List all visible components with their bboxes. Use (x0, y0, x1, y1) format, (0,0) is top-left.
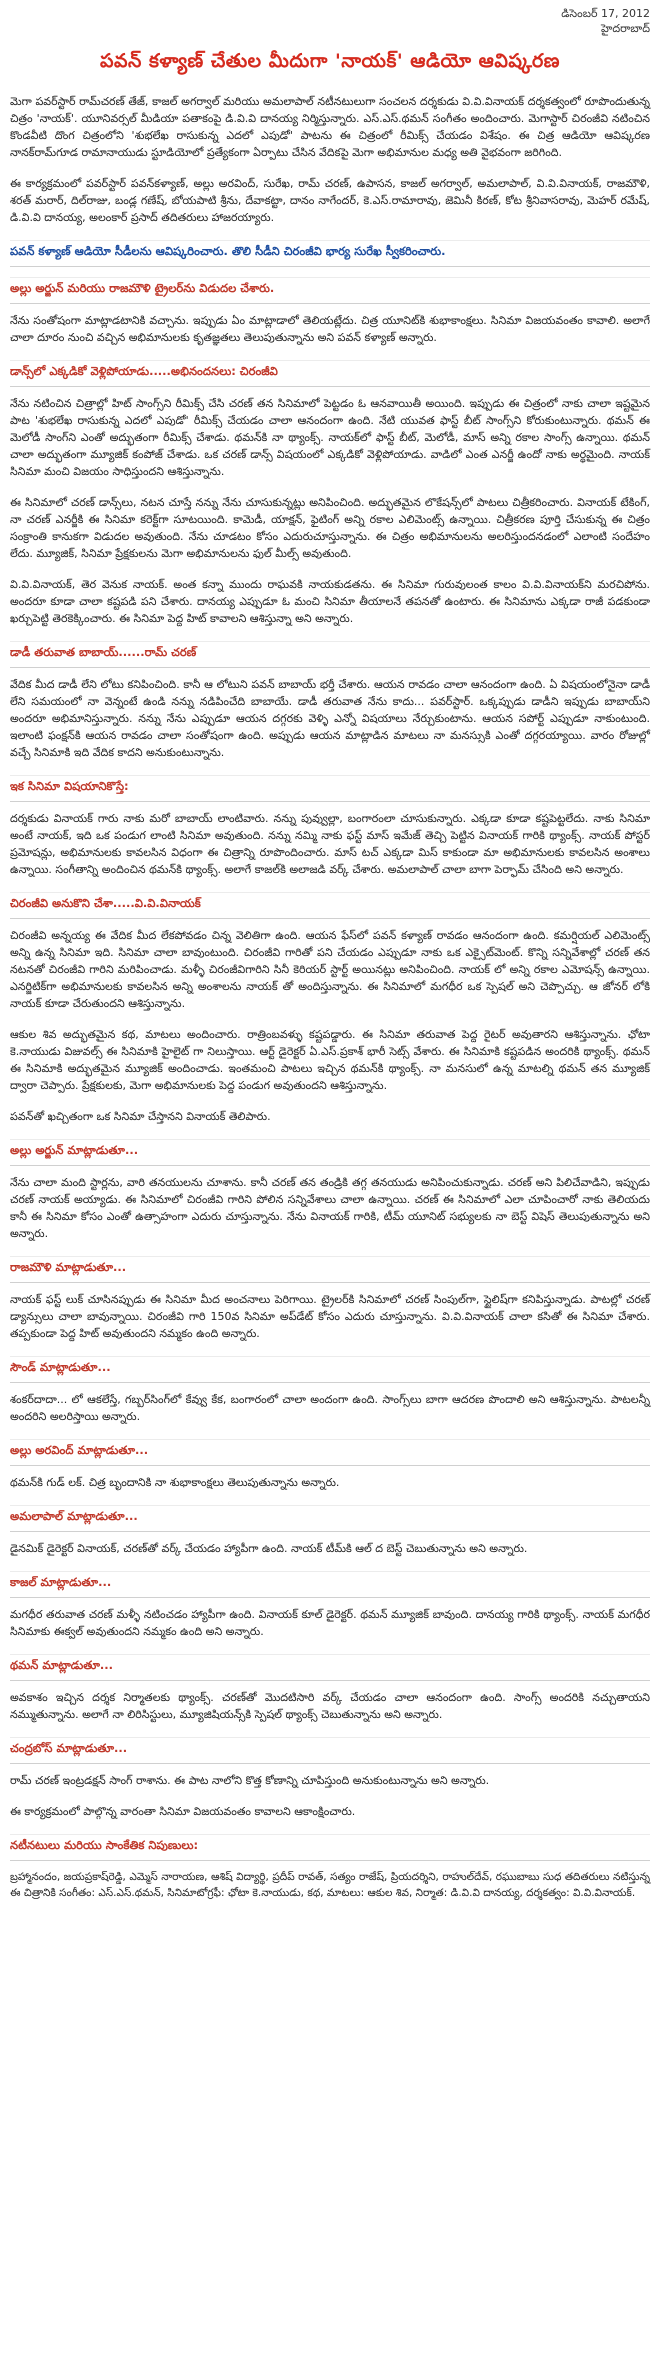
section-heading: చిరంజీవి అనుకొని చేశా.....వి.వి.వినాయక్ (10, 892, 650, 919)
section-paragraph: డైనమిక్ డైరెక్టర్ వినాయక్, చరణ్‌తో వర్క్ చేయడం హ్యాపీగా ఉంది. నాయక్ టీమ్‌కి ఆల్ ద బెస్ట్ చెబుతున్నాను అని అన్నారు. (10, 1542, 528, 1555)
intro-paragraph: మెగా పవర్‌స్టార్ రామ్‌చరణ్ తేజ్, కాజల్ అగర్వాల్ మరియు అమలాపాల్ నటీనటులుగా సంచలన దర్శకుడు వి.వి.వినాయక్ దర్శకత్వంలో రూపొందుతున్న చిత్రం 'నాయక్'. యూనివర్సల్ మీడియా పతాకంపై డి.వి.వి దానయ్య నిర్మిస్తున్నారు. ఎస్.ఎస్.థమన్ సంగీతం అందించారు. మెగాస్టార్ చిరంజీవి నటించిన కొండవీటి దొంగ చిత్రంలోని 'శుభలేఖ రాసుకున్న ఎదలో ఎపుడో' పాటను ఈ చిత్రంలో రీమిక్స్ చేయడం విశేషం. ఈ చిత్ర ఆడియో ఆవిష్కరణ నానక్‌రామ్‌గూడ రామానాయుడు స్టూడియోలో ప్రత్యేకంగా ఏర్పాటు చేసిన వేదికపై మెగా అభిమానుల మధ్య అతి వైభవంగా జరిగింది. (10, 95, 650, 159)
section-heading: థమన్ మాట్లాడుతూ... (10, 1654, 650, 1681)
article-section (10, 1654, 650, 1723)
article-page (10, 0, 650, 1901)
article-section (10, 240, 650, 267)
article-body (10, 240, 650, 1861)
section-paragraph: పవన్‌తో ఖచ్చితంగా ఒక సినిమా చేస్తానని వినాయక్ తెలిపారు. (10, 1110, 271, 1123)
article-section (10, 775, 650, 878)
section-heading: డాన్స్‌లో ఎక్కడికో వెళ్లిపోయాడు.....అభినందనలు: చిరంజీవి (10, 360, 650, 387)
section-heading: కాజల్ మాట్లాడుతూ... (10, 1571, 650, 1598)
section-heading: సౌండ్ మాట్లాడుతూ... (10, 1356, 650, 1383)
article-section (10, 1139, 650, 1242)
article-section (10, 277, 650, 346)
article-section (10, 1256, 650, 1342)
section-paragraph: ఈ సినిమాలో చరణ్ డాన్స్‌లు, నటన చూస్తే నన్ను నేను చూసుకున్నట్లు అనిపించింది. అద్భుతమైన లొకేషన్స్‌లో పాటలు చిత్రీకరించారు. వినాయక్ టేకింగ్, నా చరణ్ ఎనర్జీకి ఈ సినిమా కరెక్ట్‌గా సూటయింది. కామెడీ, యాక్షన్, ఫైటింగ్ అన్ని రకాల ఎలిమెంట్స్ ఉన్నాయి. చిత్రీకరణ పూర్తి చేసుకున్న ఈ చిత్రం సంక్రాంతి కానుకగా విడుదల అవుతుంది. నేను చూడటం కోసం ఎదురుచూస్తున్నాను. ఈ చిత్రం అభిమానులను అలరిస్తుందనడంలో ఎలాంటి సందేహం లేదు. మ్యూజిక్, సినిమా ప్రేక్షకులను మెగా అభిమానులను ఫుల్ మీల్స్ అవుతుంది. (10, 496, 650, 560)
section-heading: రాజమౌళి మాట్లాడుతూ... (10, 1256, 650, 1283)
section-heading: డాడీ తరువాత బాబాయ్......రామ్ చరణ్ (10, 641, 650, 668)
publish-date: డిసెంబర్ 17, 2012 (561, 7, 650, 20)
article-section (10, 1834, 650, 1861)
article-section (10, 360, 650, 627)
article-headline: పవన్ కళ్యాణ్ చేతుల మీదుగా 'నాయక్' ఆడియో ఆవిష్కరణ (100, 50, 560, 72)
section-paragraph: నేను నటించిన చిత్రాల్లో హిట్ సాంగ్స్‌ని రీమిక్స్ చేసి చరణ్ తన సినిమాలో పెట్టడం ఓ ఆనవాయితీ అయింది. ఇప్పుడు ఈ చిత్రంలో నాకు చాలా ఇష్టమైన పాట 'శుభలేఖ రాసుకున్న ఎదలో ఎపుడో' రీమిక్స్ చేయడం చాలా ఆనందంగా ఉంది. నేటి యువత ఫాస్ట్ బీట్ సాంగ్స్‌ని కోరుకుంటున్నారు. థమన్ ఈ మెలోడీ సాంగ్‌ని ఎంతో అద్భుతంగా రీమిక్స్ చేశాడు. థమన్‌కి నా థ్యాంక్స్. నాయక్‌లో ఫాస్ట్ బీట్, మెలోడీ, మాస్ అన్ని రకాల సాంగ్స్ ఉన్నాయి. థమన్ చాలా అద్భుతంగా మ్యూజిక్ కంపోజ్ చేశాడు. ఒక చరణ్ డాన్స్ విషయంలో ఎక్కడికో వెళ్లిపోయాడు. వాడిలో ఎంత ఎనర్జీ ఉందో నాకు అర్థమైంది. నాయక్ సినిమా మంచి విజయం సాధిస్తుందని ఆశిస్తున్నాను. (10, 397, 650, 478)
section-paragraph: దర్శకుడు వినాయక్ గారు నాకు మరో బాబాయ్ లాంటివారు. నన్ను పువ్వుల్లా, బంగారంలా చూసుకున్నారు. ఎక్కడా కూడా కష్టపెట్టలేదు. నాకు సినిమా అంటే నాయక్, ఇది ఒక పండుగ లాంటి సినిమా అవుతుంది. నన్ను నమ్మి నాకు ఫస్ట్ మాస్ ఇమేజ్ తెచ్చి పెట్టిన వినాయక్ గారికి థ్యాంక్స్. నాయక్ పోస్టర్ ప్రమోషన్లు, అభిమానులకు కావలసిన విధంగా ఈ చిత్రాన్ని రూపొందించారు. మాస్ టచ్ ఎక్కడా మిస్ కాకుండా మా అభిమానులకు కావలసిన అంశాలు ఉన్నాయి. సంగీతాన్ని అందించిన థమన్‌కి థ్యాంక్స్. అలాగే కాజల్‌కి అలాజడి వర్క్ చేశారు. అమలాపాల్ చాలా బాగా పెర్ఫామ్ చేసింది అని అన్నారు. (10, 812, 650, 876)
section-paragraph: అవకాశం ఇచ్చిన దర్శక నిర్మాతలకు థ్యాంక్స్. చరణ్‌తో మొదటిసారి వర్క్ చేయడం చాలా ఆనందంగా ఉంది. సాంగ్స్ అందరికి నచ్చుతాయని నమ్ముతున్నాను. అలాగే నా లిరిసిస్టులు, మ్యూజిషియన్స్‌కి స్పెషల్ థ్యాంక్స్ చెబుతున్నాను అని అన్నారు. (10, 1691, 650, 1721)
section-paragraph: థమన్‌కి గుడ్ లక్. చిత్ర బృందానికి నా శుభాకాంక్షలు తెలుపుతున్నాను అన్నారు. (10, 1476, 340, 1489)
article-intro (10, 93, 650, 226)
section-heading: పవన్ కళ్యాణ్ ఆడియో సీడీలను ఆవిష్కరించారు. తొలి సీడీని చిరంజీవి భార్య సురేఖ స్వీకరించారు. (10, 240, 650, 267)
section-heading: అల్లు అర్జున్ మరియు రాజమౌళి ట్రైలర్‌ను విడుదల చేశారు. (10, 277, 650, 304)
cast-crew-credits: బ్రహ్మానందం, జయప్రకాష్‌రెడ్డి, ఎమ్మెస్ నారాయణ, ఆశిష్ విద్యార్థి, ప్రదీప్ రావత్, సత్యం రాజేష్, ప్రియదర్శిని, రాహుల్‌దేవ్, రఘుబాబు సుధ తదితరులు నటిస్తున్న ఈ చిత్రానికి సంగీతం: ఎస్.ఎస్.థమన్, సినిమాటోగ్రఫీ: ఛోటా కె.నాయుడు, కథ, మాటలు: ఆకుల శివ, నిర్మాత: డి.వి.వి దానయ్య, దర్శకత్వం: వి.వి.వినాయక్. (10, 1871, 650, 1899)
section-heading: చంద్రబోస్ మాట్లాడుతూ... (10, 1737, 650, 1764)
article-section (10, 1571, 650, 1640)
dateline (10, 6, 650, 36)
section-paragraph: రామ్ చరణ్ ఇంట్రడక్షన్ సాంగ్ రాశాను. ఈ పాట నాలోని కొత్త కోణాన్ని చూపిస్తుంది అనుకుంటున్నాను అని అన్నారు. (10, 1774, 490, 1787)
section-paragraph: ఆకుల శివ అద్భుతమైన కథ, మాటలు అందించారు. రాత్రింబవళ్ళు కష్టపడ్డారు. ఈ సినిమా తరువాత పెద్ద రైటర్ అవుతారని ఆశిస్తున్నాను. ఛోటా కె.నాయుడు విజువల్స్ ఈ సినిమాకి హైలైట్ గా నిలుస్తాయి. ఆర్ట్ డైరెక్టర్ ఏ.ఎస్.ప్రకాశ్ భారీ సెట్స్ వేశారు. ఈ సినిమాకి కష్టపడిన అందరికి థ్యాంక్స్. థమన్ ఈ సినిమాకి అద్భుతమైన మ్యూజిక్ అందించాడు. ఇంతమంచి పాటలు ఇచ్చిన థమన్‌కి థ్యాంక్స్. నా మనసులో ఉన్న మాటల్ని థమన్ తన మ్యూజిక్ ద్వారా చెప్పారు. ప్రేక్షకులకు, మెగా అభిమానులకు పెద్ద పండుగ అవుతుందని ఆశిస్తున్నాను. (10, 1028, 650, 1092)
section-heading: అమలాపాల్ మాట్లాడుతూ... (10, 1505, 650, 1532)
section-paragraph: వేదిక మీద డాడీ లేని లోటు కనిపించింది. కానీ ఆ లోటుని పవన్ బాబాయ్ భర్తీ చేశారు. ఆయన రావడం చాలా ఆనందంగా ఉంది. ఏ విషయంలోనైనా డాడీ లేని సమయంలో నా వెన్నంటే ఉండి నన్ను నడిపించేది బాబాయే. డాడీ తరువాత నేను కాదు... పవర్‌స్టార్. ఒక్కప్పుడు డాడీని ఇప్పుడు బాబాయ్‌ని అందరూ అభిమానిస్తున్నారు. నన్ను నేను ఎప్పుడూ ఆయన దగ్గరకు వెళ్ళి ఎన్నో విషయాలు నేర్చుకుంటాను. ఆయన సపోర్ట్ ఎప్పుడూ నాకుంటుంది. ఇలాంటి ఫంక్షన్‌కి ఆయన రావడం చాలా సంతోషంగా ఉంది. అప్పుడు ఆయన మాట్లాడిన మాటలు నా మనస్సుకి ఎంతో దగ్గరయ్యాయి. వారం రోజుల్లో వచ్చే సినిమాకి ఇది వేదిక కాదని అనుకుంటున్నాను. (10, 678, 650, 759)
article-section (10, 892, 650, 1125)
article-section (10, 641, 650, 761)
section-paragraph: నేను సంతోషంగా మాట్లాడటానికి వచ్చాను. ఇప్పుడు ఏం మాట్లాడాలో తెలియట్లేదు. చిత్ర యూనిట్‌కి శుభాకాంక్షలు. సినిమా విజయవంతం కావాలి. అలాగే చాలా దూరం నుంచి వచ్చిన అభిమానులకు కృతజ్ఞతలు తెలుపుతున్నాను అని పవన్ కళ్యాణ్ అన్నారు. (10, 314, 650, 344)
article-section (10, 1356, 650, 1425)
section-paragraph: మగధీర తరువాత చరణ్ మళ్ళీ నటించడం హ్యాపీగా ఉంది. వినాయక్ కూల్ డైరెక్టర్. థమన్ మ్యూజిక్ బావుంది. దానయ్య గారికి థ్యాంక్స్. నాయక్ మగధీర సినిమాకు ఈక్వల్ అవుతుందని నమ్మకం ఉంది అని అన్నారు. (10, 1608, 650, 1638)
section-paragraph: శంకర్‌దాదా... లో ఆకలేస్తే, గబ్బర్‌సింగ్‌లో కేవ్వు కేక, బంగారంలో చాలా అందంగా ఉంది. సాంగ్స్‌లు బాగా ఆదరణ పొందాలి అని ఆశిస్తున్నాను. పాటలన్నీ అందరిని అలరిస్తాయి అన్నారు. (10, 1393, 650, 1423)
section-heading: ఇక సినిమా విషయానికొస్తే: (10, 775, 650, 802)
section-paragraph: చిరంజీవి అన్నయ్య ఈ వేదిక మీద లేకపోవడం చిన్న వెలితిగా ఉంది. ఆయన ఫేస్‌లో పవన్ కళ్యాణ్ రావడం ఆనందంగా ఉంది. కమర్షియల్ ఎలిమెంట్స్ అన్ని ఉన్న సినిమా ఇది. సినిమా చాలా బావుంటుంది. చిరంజీవి గారితో పని చేయడం ఎప్పుడూ నాకు ఒక ఎక్సైట్‌మెంట్. కొన్ని సన్నివేశాల్లో చరణ్ తన నటనతో చిరంజీవి గారిని మరిపించాడు. మళ్ళీ చిరంజీవిగారిని సినీ కెరియర్ స్టార్ట్ అయినట్లు అనిపించింది. నాయక్ లో అన్ని రకాల ఎమోషన్స్ ఉన్నాయి. ఎనర్జిటిక్‌గా అభిమానులకు కావలసిన అన్ని అంశాలను నాయక్ తో అందిస్తున్నాను. ఈ సినిమాలో మగధీర ఒక స్పెషల్ అని చెప్పొచ్చు. ఆ జోనర్ లోకి నాయక్ కూడా చేరుతుందని ఆశిస్తున్నాను. (10, 929, 650, 1010)
intro-paragraph: ఈ కార్యక్రమంలో పవర్‌స్టార్ పవన్‌కళ్యాణ్, అల్లు అరవింద్, సురేఖ, రామ్ చరణ్, ఉపాసన, కాజల్ అగర్వాల్, అమలాపాల్, వి.వి.వినాయక్, రాజమౌళి, శరత్ మరార్, దిల్‌రాజు, బండ్ల గణేష్, బోయపాటి శ్రీను, దేవాకట్టా, దానం నాగేందర్, కె.ఎస్.రామారావు, జెమినీ కిరణ్, కోట శ్రీనివాసరావు, మెహర్ రమేష్, డి.వి.వి దానయ్య, అలంకార్ ప్రసాద్ తదితరులు హాజరయ్యారు. (10, 177, 650, 224)
section-paragraph: వి.వి.వినాయక్, తెర వెనుక నాయక్. అంత కన్నా ముందు రాఘవకి నాయకుడతను. ఈ సినిమా గురువులంత కాలం వి.వి.వినాయక్‌ని మరచిపోను. అందరూ కూడా చాలా కష్టపడి పని చేశారు. దానయ్య ఎప్పుడూ ఓ మంచి సినిమా తీయాలనే తపనతో ఉంటారు. ఈ సినిమాను ఎక్కడా రాజీ పడకుండా ఖర్చుపెట్టి తెరకెక్కించారు. ఈ సినిమా పెద్ద హిట్ కావాలని ఆశిస్తున్నా అని అన్నారు. (10, 578, 650, 625)
article-section (10, 1737, 650, 1820)
section-heading: అల్లు అర్జున్ మాట్లాడుతూ... (10, 1139, 650, 1166)
article-section (10, 1439, 650, 1491)
section-heading: అల్లు అరవింద్ మాట్లాడుతూ... (10, 1439, 650, 1466)
section-heading: నటీనటులు మరియు సాంకేతిక నిపుణులు: (10, 1834, 650, 1861)
section-paragraph: నాయక్ ఫస్ట్ లుక్ చూసినప్పుడు ఈ సినిమా మీద అంచనాలు పెరిగాయి. ట్రైలర్‌కి సినిమాలో చరణ్ సింపుల్‌గా, స్టైలిష్‌గా కనిపిస్తున్నాడు. పాటల్లో చరణ్ డ్యాన్సులు చాలా బావున్నాయి. చిరంజీవి గారి 150వ సినిమా అప్‌డేట్ కోసం ఎదురు చూస్తున్నాను. వి.వి.వినాయక్ చాలా కసితో ఈ సినిమా చేశారు. తప్పకుండా పెద్ద హిట్ అవుతుందని నమ్మకం ఉంది అన్నారు. (10, 1293, 650, 1340)
article-section (10, 1505, 650, 1557)
section-paragraph: నేను చాలా మంది స్టార్లను, వారి తనయులను చూశాను. కానీ చరణ్ తన తండ్రికి తగ్గ తనయుడు అనిపించుకున్నాడు. చరణ్ అని పిలిచేవాడిని, ఇప్పుడు చరణ్ నాయక్ అయ్యాడు. ఈ సినిమాలో చిరంజీవి గారిని పోలిన సన్నివేశాలు చాలా ఉన్నాయి. చరణ్ ఈ సినిమాలో ఎలా చూపించారో నాకు తెలియదు కానీ ఈ సినిమా కోసం ఎంతో ఉత్సాహంగా ఎదురు చూస్తున్నాను. నేను వినాయక్ గారికి, టీమ్ యూనిట్ సభ్యులకు నా బెస్ట్ విషెస్ తెలుపుతున్నాను అని అన్నారు. (10, 1176, 650, 1240)
publish-city: హైదరాబాద్ (601, 22, 650, 35)
section-paragraph: ఈ కార్యక్రమంలో పాల్గొన్న వారంతా సినిమా విజయవంతం కావాలని ఆకాంక్షించారు. (10, 1805, 356, 1818)
